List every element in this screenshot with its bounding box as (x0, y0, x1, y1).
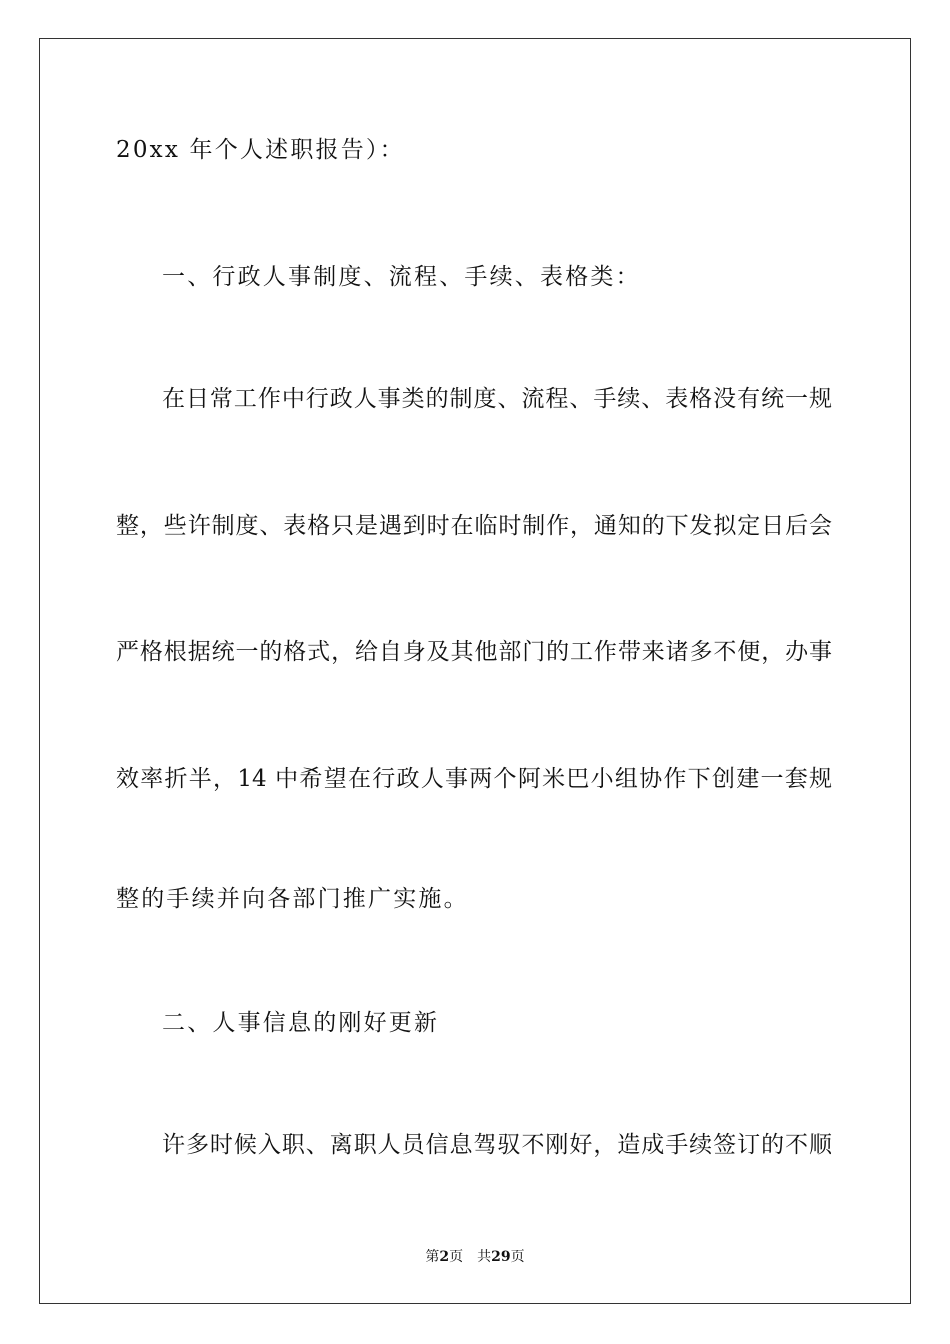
page-label-prefix: 第 (425, 1249, 440, 1265)
paragraph-1-line-1: 在日常工作中行政人事类的制度、流程、手续、表格没有统一规 (162, 386, 832, 412)
page-label-suffix: 页 (449, 1249, 464, 1265)
total-label-suffix: 页 (510, 1249, 525, 1265)
current-page-number: 2 (439, 1249, 450, 1265)
section-heading-1: 一、行政人事制度、流程、手续、表格类： (162, 264, 641, 290)
text-line-heading-continuation: 20xx 年个人述职报告）： (116, 137, 405, 163)
paragraph-1-line-2: 整，些许制度、表格只是遇到时在临时制作，通知的下发拟定日后会 (116, 513, 832, 539)
paragraph-1-line-3: 严格根据统一的格式，给自身及其他部门的工作带来诸多不便，办事 (116, 639, 832, 665)
paragraph-2-line-1: 许多时候入职、离职人员信息驾驭不刚好，造成手续签订的不顺 (162, 1132, 832, 1158)
section-heading-2: 二、人事信息的刚好更新 (162, 1010, 440, 1036)
total-label-prefix: 共 (477, 1249, 492, 1265)
total-page-number: 29 (491, 1249, 511, 1265)
paragraph-1-line-5: 整的手续并向各部门推广实施。 (116, 886, 469, 912)
paragraph-1-line-4: 效率折半，14 中希望在行政人事两个阿米巴小组协作下创建一套规 (116, 766, 832, 792)
page-footer (0, 1246, 950, 1266)
